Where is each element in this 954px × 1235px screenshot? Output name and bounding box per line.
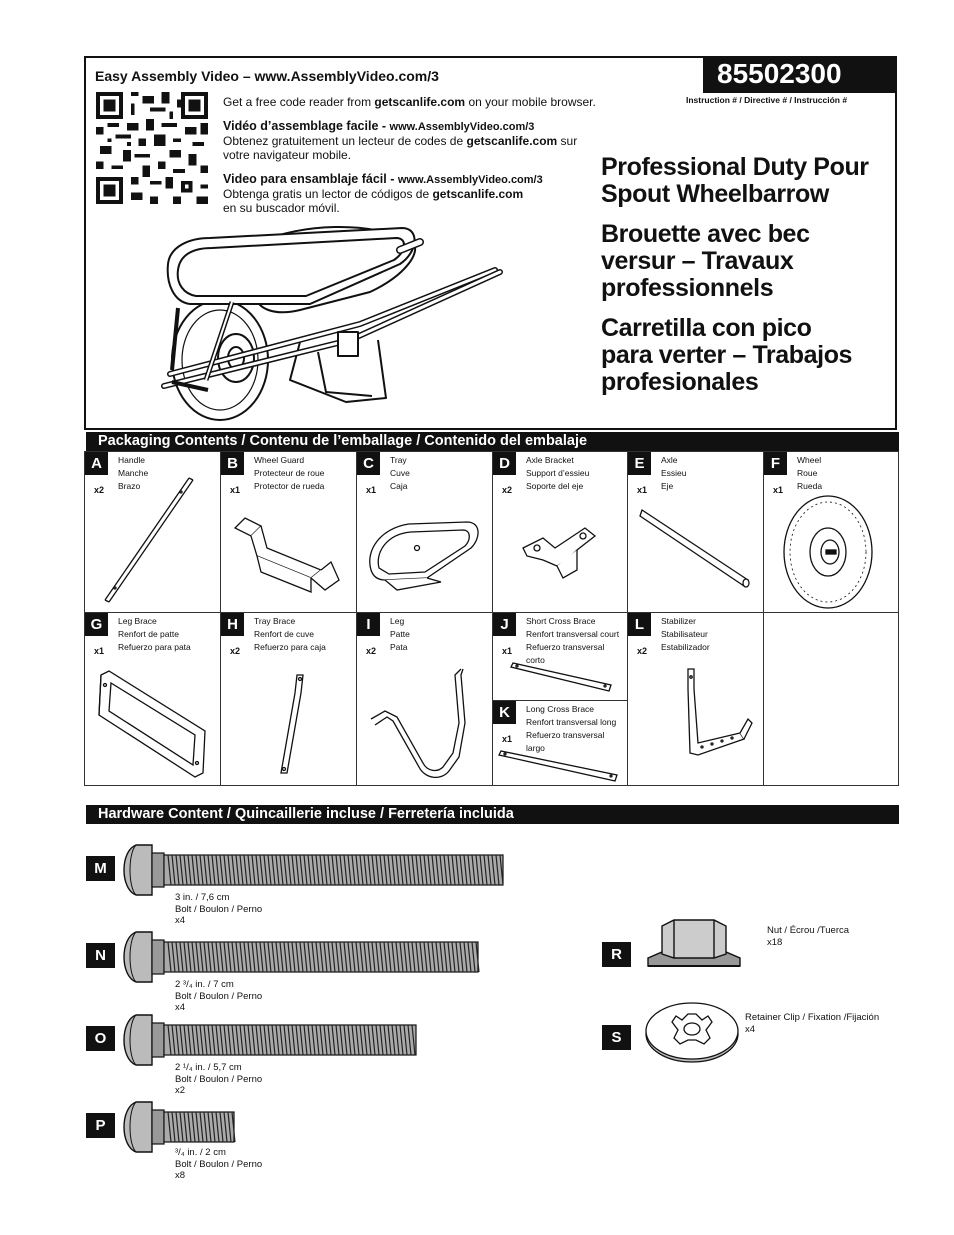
part-letter: C xyxy=(357,452,380,475)
bolt-name: Bolt / Boulon / Perno xyxy=(175,1073,263,1085)
bolt-name: Bolt / Boulon / Perno xyxy=(175,903,263,915)
part-name-es: Protector de rueda xyxy=(254,481,325,491)
part-cell-empty xyxy=(764,613,898,785)
part-name-fr: Cuve xyxy=(390,468,410,478)
hardware-content-title: Hardware Content / Quincaillerie incluse / Ferretería incluida xyxy=(98,806,514,822)
part-cell-g xyxy=(85,613,221,785)
part-letter: H xyxy=(221,613,244,636)
stabilizer-icon xyxy=(628,613,764,785)
part-name-fr: Manche xyxy=(118,468,149,478)
part-name-fr: Protecteur de roue xyxy=(254,468,325,478)
hardware-letter-s: S xyxy=(602,1025,631,1050)
bolt-size: ³/₄ in. / 2 cm xyxy=(175,1147,226,1158)
en-pre: Get a free code reader from xyxy=(223,95,375,109)
part-name-es: Refuerzo para caja xyxy=(254,642,326,652)
part-name-fr: Renfort de patte xyxy=(118,629,179,639)
bolt-p-caption xyxy=(175,1147,262,1182)
hardware-letter-r: R xyxy=(602,942,631,967)
part-letter: K xyxy=(493,701,516,724)
tray-icon xyxy=(357,452,493,613)
part-name-fr: Renfort transversal long xyxy=(526,717,617,727)
en-post: on your mobile browser. xyxy=(465,95,596,109)
bolt-n-caption xyxy=(175,979,262,1014)
part-name-en: Axle xyxy=(661,455,678,465)
leg-brace-icon xyxy=(85,613,221,785)
part-name-es-2: largo xyxy=(526,743,545,753)
part-name-en: Stabilizer xyxy=(661,616,696,626)
title-spanish xyxy=(601,315,901,396)
part-qty: x1 xyxy=(502,646,513,656)
axle-icon xyxy=(628,452,764,613)
clip-caption xyxy=(745,1012,879,1035)
part-name-fr: Stabilisateur xyxy=(661,629,708,639)
bolt-size: 3 in. / 7,6 cm xyxy=(175,892,230,903)
part-letter: A xyxy=(85,452,108,475)
bolt-qty: x8 xyxy=(175,1170,186,1181)
wheelbarrow-illustration xyxy=(150,212,570,424)
bolt-m-caption xyxy=(175,892,262,927)
part-letter: I xyxy=(357,613,380,636)
hardware-letter-o: O xyxy=(86,1026,115,1051)
part-name-fr: Renfort de cuve xyxy=(254,629,315,639)
fr-pre: Obtenez gratuitement un lecteur de codes de xyxy=(223,134,467,148)
qr-code-icon[interactable] xyxy=(96,92,208,204)
short-cross-brace-icon xyxy=(493,613,628,701)
part-name-en: Wheel Guard xyxy=(254,455,305,465)
part-cell-j xyxy=(493,613,628,701)
handle-icon xyxy=(85,452,221,613)
part-cell-l xyxy=(628,613,764,785)
part-qty: x2 xyxy=(230,646,241,656)
nut-name: Nut / Écrou /Tuerca xyxy=(767,925,850,936)
part-qty: x1 xyxy=(366,485,377,495)
bolt-name: Bolt / Boulon / Perno xyxy=(175,1158,263,1170)
part-letter: B xyxy=(221,452,244,475)
title-en-line1: Professional Duty Pour xyxy=(601,153,869,181)
clip-name: Retainer Clip / Fixation /Fijación xyxy=(745,1012,880,1023)
document-number-label: Instruction # / Directive # / Instrucción # xyxy=(686,95,848,105)
en-link[interactable]: getscanlife.com xyxy=(374,95,466,109)
part-name-es: Refuerzo transversal xyxy=(526,642,605,652)
packaging-contents-bar xyxy=(86,432,899,451)
part-cell-c xyxy=(357,452,493,613)
part-name-fr: Support d’essieu xyxy=(526,468,590,478)
part-cell-b xyxy=(221,452,357,613)
title-es-line1: Carretilla con pico xyxy=(601,314,812,342)
part-qty: x1 xyxy=(94,646,105,656)
fr-link[interactable]: getscanlife.com xyxy=(466,134,558,148)
part-name-fr: Renfort transversal court xyxy=(526,629,620,639)
retainer-clip-icon xyxy=(644,1000,740,1064)
part-name-fr: Roue xyxy=(797,468,818,478)
hardware-letter-m: M xyxy=(86,856,115,881)
part-name-es: Brazo xyxy=(118,481,141,491)
packaging-contents-title: Packaging Contents / Contenu de l’emballage / Contenido del embalaje xyxy=(98,433,588,449)
part-cell-e xyxy=(628,452,764,613)
bolt-size: 2 ¹/₄ in. / 5,7 cm xyxy=(175,1062,242,1073)
bolt-name: Bolt / Boulon / Perno xyxy=(175,990,263,1002)
title-es-line2: para verter – Trabajos xyxy=(601,341,853,369)
hardware-content-bar xyxy=(86,805,899,824)
part-qty: x1 xyxy=(637,485,648,495)
part-qty: x2 xyxy=(637,646,648,656)
title-fr-line2: versur – Travaux xyxy=(601,247,794,275)
es-url[interactable]: www.AssemblyVideo.com/3 xyxy=(397,174,543,186)
part-qty: x2 xyxy=(366,646,377,656)
es-line2: en su buscador móvil. xyxy=(223,201,340,215)
bolt-qty: x4 xyxy=(175,915,186,926)
part-name-en: Tray xyxy=(390,455,407,465)
title-english xyxy=(601,154,901,208)
part-letter: L xyxy=(628,613,651,636)
nut-icon xyxy=(644,918,744,972)
es-link[interactable]: getscanlife.com xyxy=(432,187,524,201)
title-en-line2: Spout Wheelbarrow xyxy=(601,180,829,208)
part-name-es: Pata xyxy=(390,642,408,652)
part-name-fr: Patte xyxy=(390,629,410,639)
french-scan-text xyxy=(223,119,603,162)
title-fr-line3: professionnels xyxy=(601,274,774,302)
fr-url[interactable]: www.AssemblyVideo.com/3 xyxy=(389,121,535,133)
part-name-en: Leg xyxy=(390,616,405,626)
part-name-es: Caja xyxy=(390,481,408,491)
part-name-es: Refuerzo transversal xyxy=(526,730,605,740)
part-name-es: Estabilizador xyxy=(661,642,710,652)
part-cell-i xyxy=(357,613,493,785)
part-name-en: Axle Bracket xyxy=(526,455,574,465)
bolt-size: 2 ³/₄ in. / 7 cm xyxy=(175,979,234,990)
hardware-letter-n: N xyxy=(86,943,115,968)
part-name-en: Tray Brace xyxy=(254,616,296,626)
part-letter: F xyxy=(764,452,787,475)
bolt-qty: x4 xyxy=(175,1002,186,1013)
part-name-es-2: corto xyxy=(526,655,545,665)
wheel-icon xyxy=(764,452,898,613)
part-cell-a xyxy=(85,452,221,613)
bolt-o-caption xyxy=(175,1062,262,1097)
bolt-m-icon xyxy=(122,843,509,897)
long-cross-brace-icon xyxy=(493,701,628,785)
part-qty: x2 xyxy=(502,485,513,495)
part-cell-d xyxy=(493,452,628,613)
bolt-p-icon xyxy=(122,1100,240,1154)
part-name-en: Wheel xyxy=(797,455,822,465)
part-qty: x1 xyxy=(230,485,241,495)
part-letter: E xyxy=(628,452,651,475)
nut-qty: x18 xyxy=(767,936,783,948)
part-cell-h xyxy=(221,613,357,785)
title-fr-line1: Brouette avec bec xyxy=(601,220,810,248)
part-qty: x1 xyxy=(773,485,784,495)
part-letter: D xyxy=(493,452,516,475)
wheel-guard-icon xyxy=(221,452,357,613)
part-name-en: Long Cross Brace xyxy=(526,704,595,714)
part-name-es: Refuerzo para pata xyxy=(118,642,191,652)
assembly-video-title: Easy Assembly Video – www.AssemblyVideo.com/3 xyxy=(95,68,439,84)
part-qty: x1 xyxy=(502,734,513,744)
axle-bracket-icon xyxy=(493,452,628,613)
tray-brace-icon xyxy=(221,613,357,785)
nut-caption xyxy=(767,925,849,948)
fr-line2: votre navigateur mobile. xyxy=(223,148,352,162)
title-es-line3: profesionales xyxy=(601,368,759,396)
part-name-en: Leg Brace xyxy=(118,616,157,626)
spanish-scan-text xyxy=(223,172,603,215)
bolt-o-icon xyxy=(122,1013,422,1067)
es-pre: Obtenga gratis un lector de códigos de xyxy=(223,187,433,201)
parts-grid xyxy=(84,451,899,786)
part-letter: J xyxy=(493,613,516,636)
part-cell-k xyxy=(493,701,628,785)
part-name-es: Eje xyxy=(661,481,674,491)
title-french xyxy=(601,221,901,302)
part-name-es: Soporte del eje xyxy=(526,481,584,491)
bolt-qty: x2 xyxy=(175,1085,186,1096)
english-scan-text xyxy=(223,95,603,109)
part-letter: G xyxy=(85,613,108,636)
clip-qty: x4 xyxy=(745,1023,756,1035)
part-qty: x2 xyxy=(94,485,105,495)
hardware-letter-p: P xyxy=(86,1113,115,1138)
bolt-n-icon xyxy=(122,930,484,984)
document-number: 85502300 xyxy=(717,58,842,89)
leg-icon xyxy=(357,613,493,785)
fr-post: sur xyxy=(557,134,578,148)
part-name-en: Short Cross Brace xyxy=(526,616,596,626)
es-title: Video para ensamblaje fácil - xyxy=(223,172,398,186)
part-name-es: Rueda xyxy=(797,481,823,491)
fr-title: Vidéo d’assemblage facile - xyxy=(223,119,390,133)
part-name-en: Handle xyxy=(118,455,145,465)
part-name-fr: Essieu xyxy=(661,468,687,478)
part-cell-f xyxy=(764,452,898,613)
